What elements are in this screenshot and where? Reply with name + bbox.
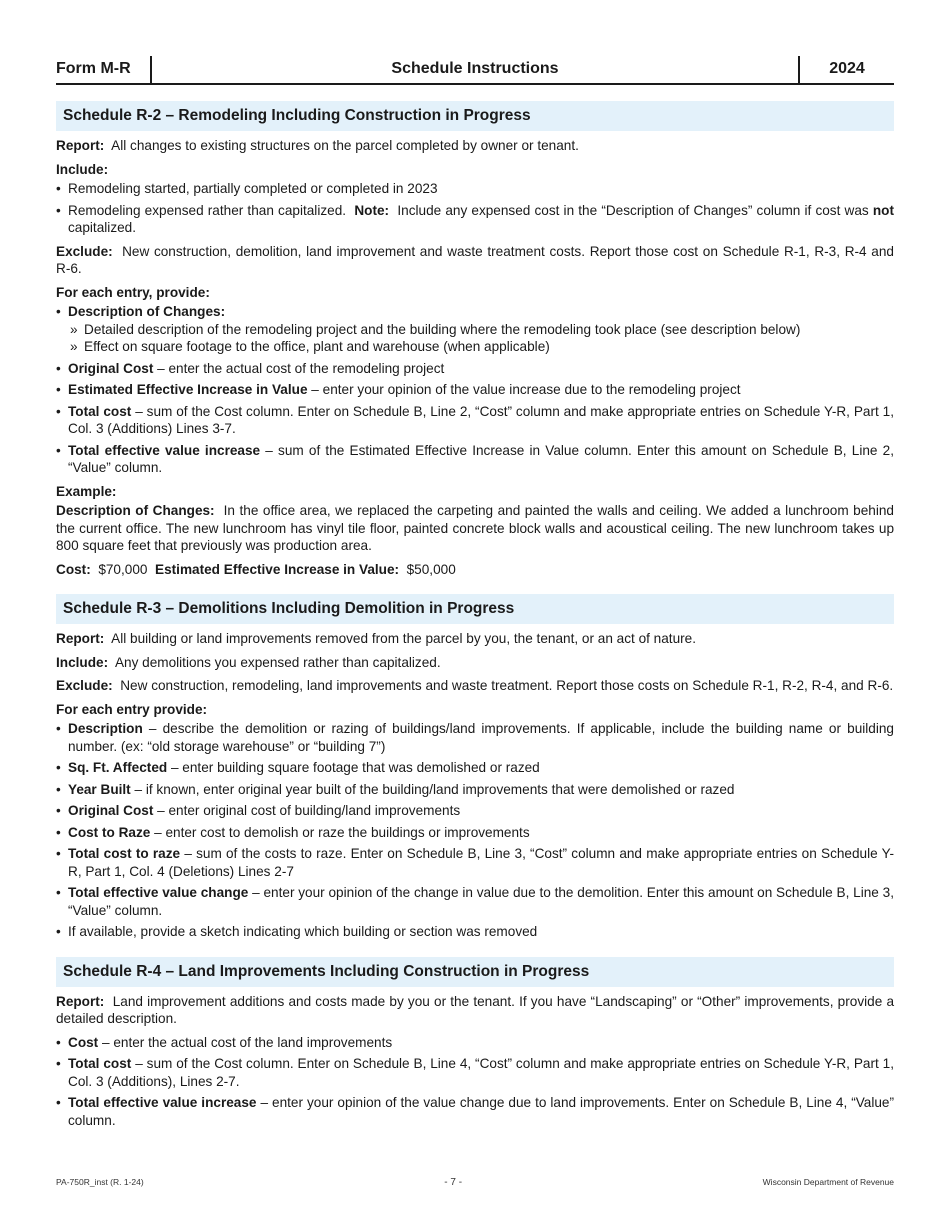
list-item: • Total cost – sum of the Cost column. Enter on Schedule B, Line 2, “Cost” column and make appropriate entries on Schedule Y-R, Part 1, Col. 3 (Additions) Lines 3-7. [56,403,894,438]
r2-example-description: Description of Changes: In the office area, we replaced the carpeting and painted the walls and ceiling. We added a lunchroom behind the current office. The new lunchroom has vinyl tile floor, painted concrete block walls and acoustical ceiling. The new lunchroom takes up 800 square feet that previously was production area. [56,503,894,553]
section-r2-heading: Schedule R-2 – Remodeling Including Construction in Progress [56,101,894,131]
r2-exclude: Exclude: New construction, demolition, land improvement and waste treatment costs. Report those cost on Schedule R-1, R-3, R-4 and R-6. [56,243,894,276]
r2-include-label: Include: [56,161,109,177]
list-item: • Description of Changes: » Detailed description of the remodeling project and the building where the remodeling took place (see description below) » Effect on square footage to the office, plant and warehouse (when applicable) [56,303,894,356]
r3-include: Include: Any demolitions you expensed rather than capitalized. [56,654,441,670]
list-item: • Cost to Raze – enter cost to demolish or raze the buildings or improvements [56,824,894,842]
page-footer [56,1177,894,1188]
r2-provide-label: For each entry, provide: [56,284,210,300]
list-item: • Total cost – sum of the Cost column. Enter on Schedule B, Line 4, “Cost” column and make appropriate entries on Schedule Y-R, Part 1, Col. 3 (Additions), Lines 2-7. [56,1055,894,1090]
list-item: • If available, provide a sketch indicating which building or section was removed [56,923,894,941]
page-header [56,56,894,85]
list-item: • Estimated Effective Increase in Value – enter your opinion of the value increase due to the remodeling project [56,381,894,399]
list-item: • Original Cost – enter original cost of building/land improvements [56,802,894,820]
r2-report: Report: All changes to existing structures on the parcel completed by owner or tenant. [56,138,579,153]
list-item: • Total effective value increase – sum of the Estimated Effective Increase in Value column. Enter this amount on Schedule B, Line 2, “Value” column. [56,442,894,477]
r3-exclude: Exclude: New construction, remodeling, land improvements and waste treatment. Report those costs on Schedule R-1, R-2, R-4, and R-6. [56,678,894,693]
form-name: Form M-R [56,56,152,83]
list-item: • Total effective value increase – enter your opinion of the value change due to land improvements. Enter on Schedule B, Line 4, “Value” column. [56,1094,894,1129]
r4-report: Report: Land improvement additions and costs made by you or the tenant. If you have “Landscaping” or “Other” improvements, provide a detailed description. [56,993,895,1026]
r3-report: Report: All building or land improvements removed from the parcel by you, the tenant, or an act of nature. [56,631,696,646]
list-item: • Sq. Ft. Affected – enter building square footage that was demolished or razed [56,759,894,777]
form-code: PA-750R_inst (R. 1-24) [56,1177,144,1187]
page-number: - 7 - [444,1177,463,1188]
list-item: • Remodeling started, partially completed or completed in 2023 [56,180,894,198]
list-item: • Total effective value change – enter your opinion of the change in value due to the demolition. Enter this amount on Schedule B, Line 3, “Value” column. [56,884,894,919]
section-r3-heading: Schedule R-3 – Demolitions Including Demolition in Progress [56,594,894,624]
list-item: • Description – describe the demolition or razing of buildings/land improvements. If applicable, include the building name or building number. (ex: “old storage warehouse” or “building 7”) [56,720,894,755]
r2-include-list [56,180,894,237]
r2-provide-list [56,303,894,477]
form-year: 2024 [829,60,865,77]
r4-list [56,1034,894,1130]
department-name: Wisconsin Department of Revenue [762,1177,894,1187]
page [56,56,894,1135]
list-item: • Remodeling expensed rather than capitalized. Note: Include any expensed cost in the “Description of Changes” column if cost was not capitalized. [56,202,894,237]
sub-list-item: » Effect on square footage to the office, plant and warehouse (when applicable) [68,338,894,356]
list-item: • Year Built – if known, enter original year built of the building/land improvements that were demolished or razed [56,781,894,799]
list-item: • Total cost to raze – sum of the costs to raze. Enter on Schedule B, Line 3, “Cost” column and make appropriate entries on Schedule Y-R, Part 1, Col. 4 (Deletions) Lines 2-7 [56,845,894,880]
r3-provide-list [56,720,894,941]
page-title: Schedule Instructions [152,56,800,83]
sub-list-item: » Detailed description of the remodeling project and the building where the remodeling took place (see description below) [68,321,894,339]
section-r4-heading: Schedule R-4 – Land Improvements Including Construction in Progress [56,957,894,987]
r2-example-label: Example: [56,483,117,499]
r2-example-cost: Cost: $70,000 Estimated Effective Increase in Value: $50,000 [56,561,456,577]
r3-provide-label: For each entry provide: [56,701,208,717]
list-item: • Cost – enter the actual cost of the land improvements [56,1034,894,1052]
list-item: • Original Cost – enter the actual cost of the remodeling project [56,360,894,378]
